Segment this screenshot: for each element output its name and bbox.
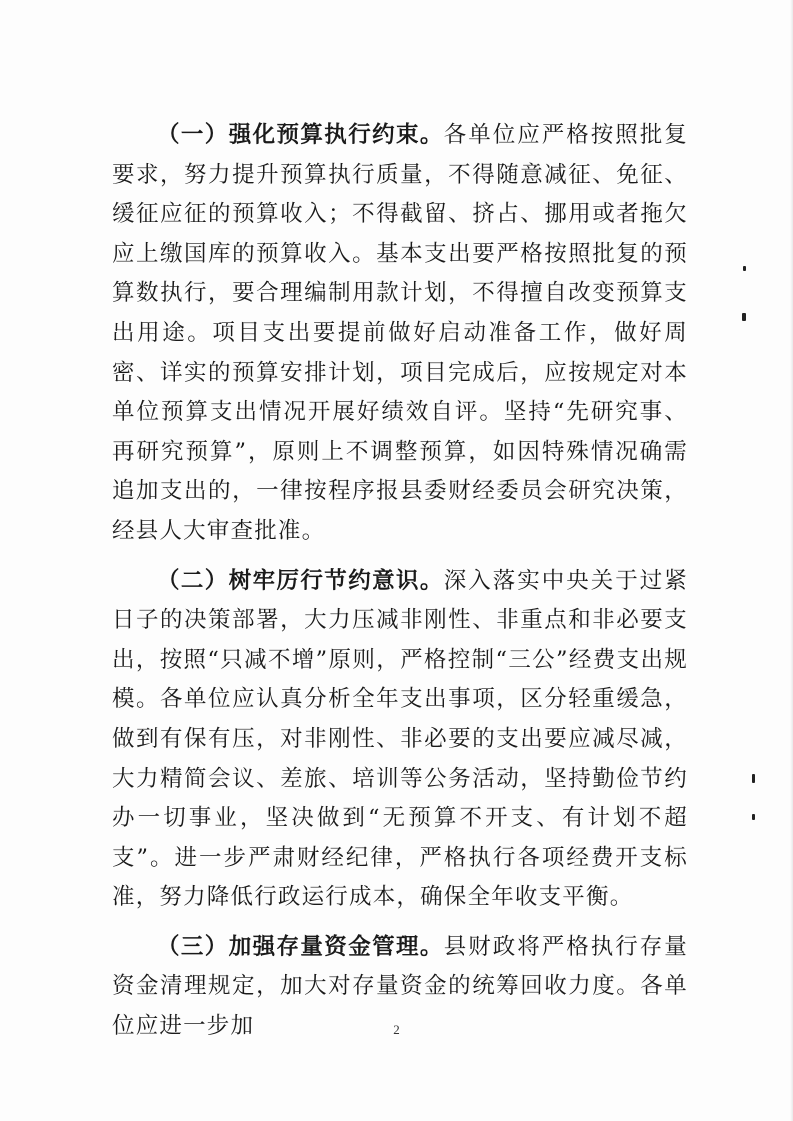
section-1-body: 各单位应严格按照批复要求，努力提升预算执行质量，不得随意减征、免征、缓征应征的预算收入；不得截留、挤占、挪用或者拖欠应上缴国库的预算收入。基本支出要严格按照批复的预算数执行，要合理编制用款计划，不得擅自改变预算支出用途。项目支出要提前做好启动准备工作，做好周密、详实的预算安排计划，项目完成后，应按规定对本单位预算支出情况开展好绩效自评。坚持“先研究事、再研究预算”，原则上不调整预算，如因特殊情况确需追加支出的，一律按程序报县委财经委员会研究决策，经县人大审查批准。 <box>112 122 688 544</box>
scan-speck <box>752 814 755 820</box>
section-2-heading: （二）树牢厉行节约意识。 <box>157 567 444 594</box>
scan-speck <box>752 774 755 783</box>
section-3-heading: （三）加强存量资金管理。 <box>157 933 444 960</box>
page-number: 2 <box>393 1022 400 1037</box>
section-1-heading: （一）强化预算执行约束。 <box>157 122 444 148</box>
section-2 <box>112 562 688 918</box>
section-2-body: 深入落实中央关于过紧日子的决策部署，大力压减非刚性、非重点和非必要支出，按照“只减不增”原则，严格控制“三公”经费支出规模。各单位应认真分析全年支出事项，区分轻重缓急，做到有保有压，对非刚性、非必要的支出要应减尽减，大力精简会议、差旅、培训等公务活动，坚持勤俭节约办一切事业，坚决做到“无预算不开支、有计划不超支”。进一步严肃财经纪律，严格执行各项经费开支标准，努力降低行政运行成本，确保全年收支平衡。 <box>112 567 688 911</box>
scan-speck <box>743 266 746 271</box>
section-3-body: 县财政将严格执行存量资金清理规定，加大对存量资金的统筹回收力度。各单位应进一步加 <box>112 933 688 1040</box>
section-1 <box>112 116 688 552</box>
scan-speck <box>742 313 746 321</box>
document-body <box>112 116 688 1047</box>
